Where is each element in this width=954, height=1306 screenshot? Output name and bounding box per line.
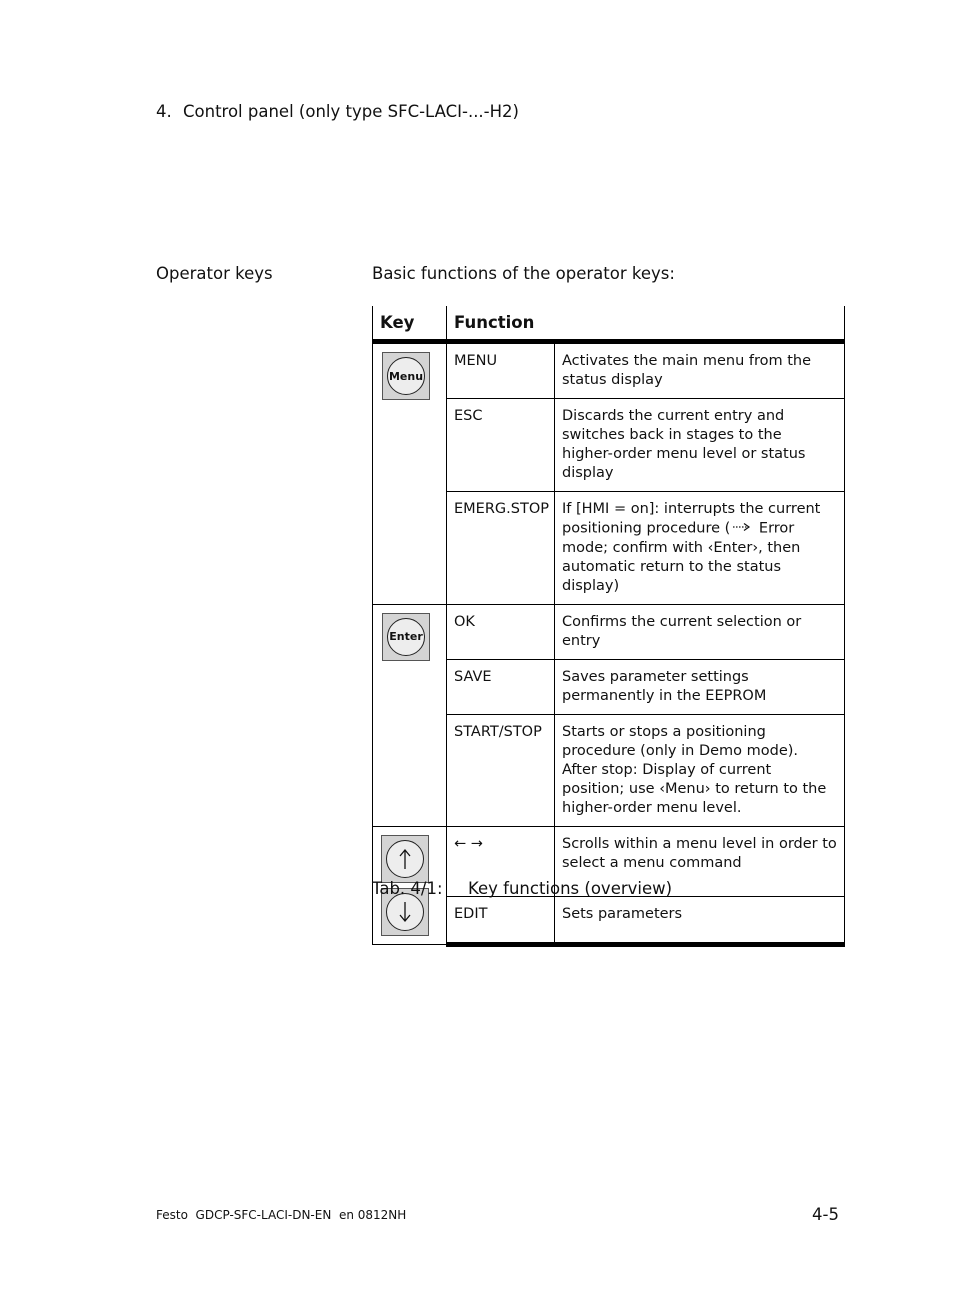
function-cell-arrows: ← →: [447, 826, 555, 896]
enter-key-icon: [382, 613, 430, 661]
description-cell: Scrolls within a menu level in order to select a menu command: [555, 826, 845, 896]
caption-text: Key functions (overview): [468, 879, 673, 898]
footer-document-id: Festo GDCP-SFC-LACI-DN-EN en 0812NH: [156, 1208, 407, 1222]
arrow-up-circle: [386, 840, 424, 878]
function-cell: EMERG.STOP: [447, 492, 555, 605]
table-caption: [372, 879, 672, 898]
function-cell: EDIT: [447, 896, 555, 944]
side-label: Operator keys: [156, 264, 273, 283]
function-cell: ESC: [447, 399, 555, 492]
menu-key-icon: [382, 352, 430, 400]
description-cell: [555, 492, 845, 605]
intro-text: Basic functions of the operator keys:: [372, 264, 675, 283]
description-cell: Activates the main menu from the status display: [555, 342, 845, 399]
key-cell-menu: [373, 342, 447, 605]
menu-key-label: Menu: [387, 357, 425, 395]
chapter-number: 4.: [156, 102, 172, 121]
description-cell: Starts or stops a positioning procedure (only in Demo mode). After stop: Display of current position; use ‹Menu› to return to the higher-order menu level.: [555, 714, 845, 826]
description-cell: Sets parameters: [555, 896, 845, 944]
arrow-up-key-icon: [381, 835, 429, 883]
caption-number: Tab. 4/1:: [372, 879, 443, 898]
function-cell: MENU: [447, 342, 555, 399]
dotted-arrow-icon: [732, 519, 752, 538]
function-cell: SAVE: [447, 659, 555, 714]
arrow-down-circle: [386, 893, 424, 931]
table-header-row: [373, 306, 845, 342]
key-cell-enter: [373, 604, 447, 826]
page-number: 4-5: [812, 1205, 839, 1224]
description-cell: Confirms the current selection or entry: [555, 604, 845, 659]
table-row: [373, 604, 845, 659]
description-text-after: Error mode; confirm with ‹Enter›, then automatic return to the status display): [562, 520, 801, 594]
header-key: Key: [373, 306, 447, 342]
header-function: Function: [447, 306, 845, 342]
function-cell: START/STOP: [447, 714, 555, 826]
chapter-title: Control panel (only type SFC-LACI-...-H2): [183, 102, 519, 121]
enter-key-label: Enter: [387, 618, 425, 656]
chapter-heading: [156, 102, 519, 121]
key-functions-table: [372, 306, 845, 947]
function-cell: OK: [447, 604, 555, 659]
description-text-before: If [HMI = on]: interrupts the current positioning procedure (: [562, 501, 821, 537]
description-cell: Saves parameter settings permanently in the EEPROM: [555, 659, 845, 714]
table-row: [373, 342, 845, 399]
description-cell: Discards the current entry and switches back in stages to the higher-order menu level or status display: [555, 399, 845, 492]
